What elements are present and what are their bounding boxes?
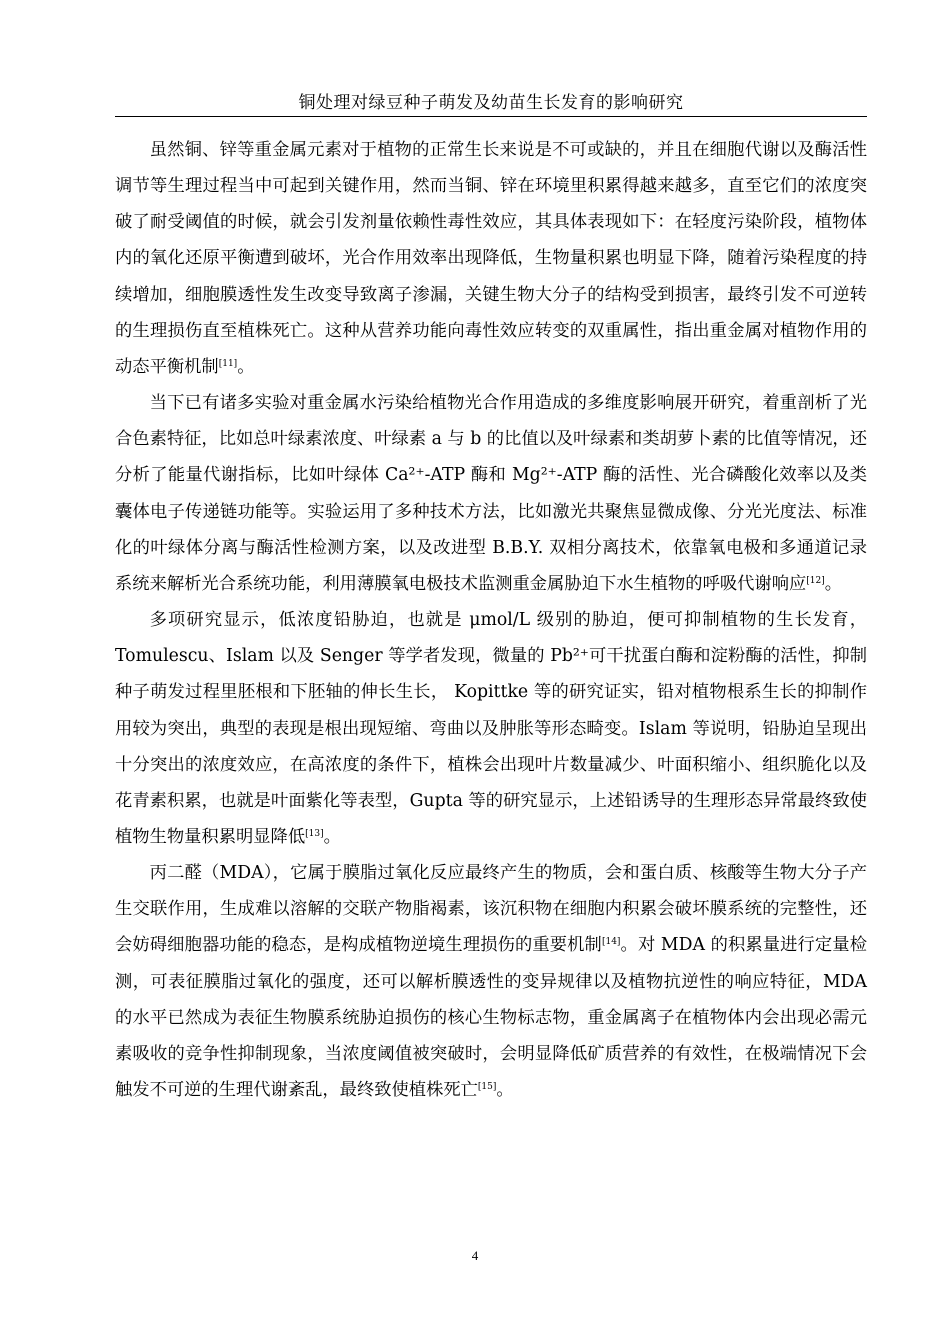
citation-ref: [12] <box>806 575 825 586</box>
header-rule <box>115 116 867 117</box>
paragraph-text: 丙二醛（MDA），它属于膜脂过氧化反应最终产生的物质，会和蛋白质、核酸等生物大分子产生交联作用，生成难以溶解的交联产物脂褐素，该沉积物在细胞内积累会破坏膜系统的完整性，还会妨碍细胞器功能的稳态，是构成植物逆境生理损伤的重要机制 <box>115 863 867 956</box>
paragraph-text: 多项研究显示，低浓度铅胁迫，也就是 μmol/L 级别的胁迫，便可抑制植物的生长发育，Tomulescu、Islam 以及 Senger 等学者发现，微量的 Pb²⁺可干扰蛋白酶和淀粉酶的活性，抑制种子萌发过程里胚根和下胚轴的伸长生长， Kopittke 等的研究证实，铅对植物根系生长的抑制作用较为突出，典型的表现是根出现短缩、弯曲以及肿胀等形态畸变。Islam 等说明，铅胁迫呈现出十分突出的浓度效应，在高浓度的条件下，植株会出现叶片数量减少、叶面积缩小、组织脆化以及花青素积累，也就是叶面紫化等表型，Gupta 等的研究显示，上述铅诱导的生理形态异常最终致使植物生物量积累明显降低 <box>115 610 867 847</box>
citation-ref: [13] <box>305 828 324 839</box>
paragraph-end: 。 <box>323 826 341 847</box>
body-text <box>115 132 867 1108</box>
paragraph-end: 。 <box>237 356 255 377</box>
citation-ref: [11] <box>218 358 238 369</box>
paragraph-end: 。 <box>824 573 843 594</box>
citation-ref: [15] <box>477 1082 497 1093</box>
running-header-title: 铜处理对绿豆种子萌发及幼苗生长发育的影响研究 <box>298 93 684 113</box>
paragraph-2 <box>115 385 867 602</box>
paragraph-text-continued: 。对 MDA 的积累量进行定量检测，可表征膜脂过氧化的强度，还可以解析膜透性的变异规律以及植物抗逆性的响应特征，MDA 的水平已然成为表征生物膜系统胁迫损伤的核心生物标志物，重金属离子在植物体内会出现必需元素吸收的竞争性抑制现象，当浓度阈值被突破时，会明显降低矿质营养的有效性，在极端情况下会触发不可逆的生理代谢紊乱，最终致使植株死亡 <box>115 935 867 1101</box>
paragraph-1 <box>115 132 867 385</box>
page-number: 4 <box>471 1248 479 1263</box>
paragraph-text: 虽然铜、锌等重金属元素对于植物的正常生长来说是不可或缺的，并且在细胞代谢以及酶活性调节等生理过程当中可起到关键作用，然而当铜、锌在环境里积累得越来越多，直至它们的浓度突破了耐受阈值的时候，就会引发剂量依赖性毒性效应，其具体表现如下：在轻度污染阶段，植物体内的氧化还原平衡遭到破坏，光合作用效率出现降低，生物量积累也明显下降，随着污染程度的持续增加，细胞膜透性发生改变导致离子渗漏，关键生物大分子的结构受到损害，最终引发不可逆转的生理损伤直至植株死亡。这种从营养功能向毒性效应转变的双重属性，指出重金属对植物作用的动态平衡机制 <box>115 140 867 377</box>
paragraph-4 <box>115 855 867 1108</box>
citation-ref: [14] <box>601 937 621 948</box>
paragraph-text: 当下已有诸多实验对重金属水污染给植物光合作用造成的多维度影响展开研究，着重剖析了光合色素特征，比如总叶绿素浓度、叶绿素 a 与 b 的比值以及叶绿素和类胡萝卜素的比值等情况，还分析了能量代谢指标，比如叶绿体 Ca²⁺-ATP 酶和 Mg²⁺-ATP 酶的活性、光合磷酸化效率以及类囊体电子传递链功能等。实验运用了多种技术方法，比如激光共聚焦显微成像、分光光度法、标准化的叶绿体分离与酶活性检测方案，以及改进型 B.B.Y. 双相分离技术，依靠氧电极和多通道记录系统来解析光合系统功能，利用薄膜氧电极技术监测重金属胁迫下水生植物的呼吸代谢响应 <box>115 393 867 594</box>
paragraph-3 <box>115 602 867 855</box>
paragraph-end: 。 <box>496 1080 514 1101</box>
